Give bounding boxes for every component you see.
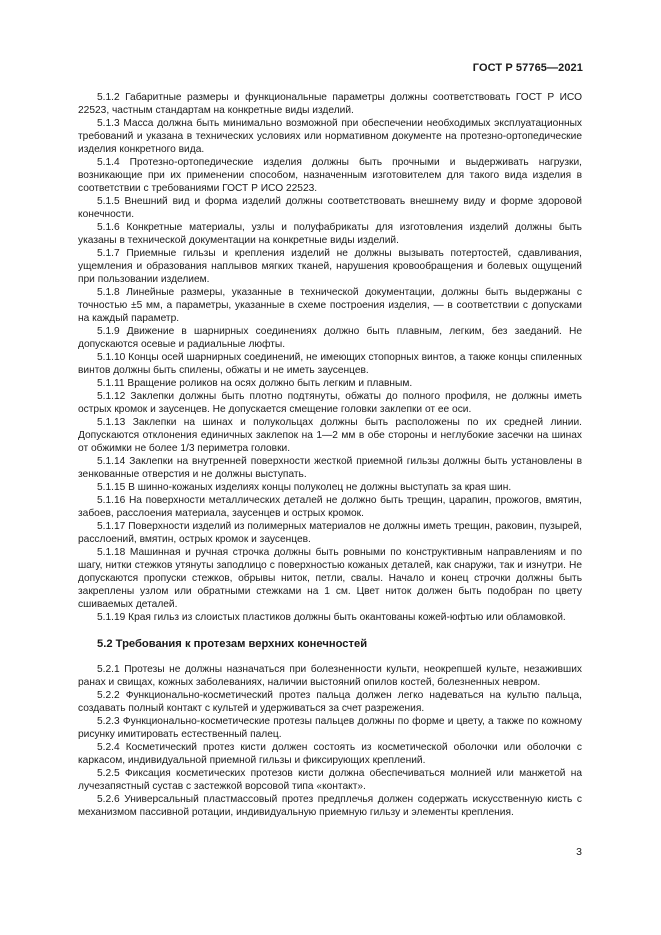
paragraph-5-2-5: 5.2.5 Фиксация косметических протезов кисти должна обеспечиваться молнией или манжетой на лучезапястный сустав с застежкой ворсовой типа «контакт». xyxy=(78,768,582,792)
paragraph-5-2-4: 5.2.4 Косметический протез кисти должен состоять из косметической оболочки или оболочки с каркасом, индивидуальной приемной гильзы и фиксирующих креплений. xyxy=(78,742,582,766)
paragraph-5-1-3: 5.1.3 Масса должна быть минимально возможной при обеспечении необходимых эксплуатационных требований и указана в технических условиях или нормативном документе на протезно-ортопедические изделия конкретного вида. xyxy=(78,118,582,155)
paragraph-5-1-18: 5.1.18 Машинная и ручная строчка должны быть ровными по конструктивным направлениям и по шагу, нитки стежков утянуты заподлицо с поверхностью кожаных деталей, как снаружи, так и изнутри. Не допускаются пропуски стежков, обрывы ниток, петли, свалы. Начало и конец строчки должны быть закреплены узлом или обратными стежками на 1 см. Цвет ниток должен быть подобран по цвету сшиваемых деталей. xyxy=(78,547,582,610)
paragraph-5-1-10: 5.1.10 Концы осей шарнирных соединений, не имеющих стопорных винтов, а также концы спиленных винтов должны быть спилены, обжаты и не иметь заусенцев. xyxy=(78,352,582,376)
page-number: 3 xyxy=(576,846,582,858)
paragraph-5-1-16: 5.1.16 На поверхности металлических деталей не должно быть трещин, царапин, прожогов, вмятин, забоев, расслоения материала, заусенцев и острых кромок. xyxy=(78,495,582,519)
paragraph-5-1-4: 5.1.4 Протезно-ортопедические изделия должны быть прочными и выдерживать нагрузки, возникающие при их применении способом, назначенным изготовителем для такого вида изделия в соответствии с требованиями ГОСТ Р ИСО 22523. xyxy=(78,157,582,194)
paragraph-5-1-13: 5.1.13 Заклепки на шинах и полукольцах должны быть расположены по их средней линии. Допускаются отклонения единичных заклепок на 1—2 мм в обе стороны и неглубокие засечки на шинах от обжимки не более 1/3 периметра головки. xyxy=(78,417,582,454)
document-body xyxy=(78,91,582,819)
paragraph-5-1-6: 5.1.6 Конкретные материалы, узлы и полуфабрикаты для изготовления изделий должны быть указаны в технической документации на конкретные виды изделий. xyxy=(78,222,582,246)
paragraph-5-1-14: 5.1.14 Заклепки на внутренней поверхности жесткой приемной гильзы должны быть установлены в зенкованные отверстия и не должны выступать. xyxy=(78,456,582,480)
paragraph-5-1-5: 5.1.5 Внешний вид и форма изделий должны соответствовать внешнему виду и форме здоровой конечности. xyxy=(78,196,582,220)
paragraph-5-1-11: 5.1.11 Вращение роликов на осях должно быть легким и плавным. xyxy=(97,378,413,389)
section-heading-5-2: 5.2 Требования к протезам верхних конечностей xyxy=(97,638,368,650)
paragraph-5-1-2: 5.1.2 Габаритные размеры и функциональные параметры должны соответствовать ГОСТ Р ИСО 22523, частным стандартам на конкретные виды изделий. xyxy=(78,92,582,116)
paragraph-5-1-9: 5.1.9 Движение в шарнирных соединениях должно быть плавным, легким, без заеданий. Не допускаются осевые и радиальные люфты. xyxy=(78,326,582,350)
paragraph-5-1-19: 5.1.19 Края гильз из слоистых пластиков должны быть окантованы кожей-юфтью или обламовкой. xyxy=(97,612,566,623)
paragraph-5-1-15: 5.1.15 В шинно-кожаных изделиях концы полуколец не должны выступать за края шин. xyxy=(97,482,512,493)
paragraph-5-2-3: 5.2.3 Функционально-косметические протезы пальцев должны по форме и цвету, а также по кожному рисунку имитировать естественный палец. xyxy=(78,716,582,740)
paragraph-5-2-6: 5.2.6 Универсальный пластмассовый протез предплечья должен содержать искусственную кисть с механизмом пассивной ротации, индивидуальную приемную гильзу и элементы крепления. xyxy=(78,794,582,818)
paragraph-5-1-8: 5.1.8 Линейные размеры, указанные в технической документации, должны быть выдержаны с точностью ±5 мм, а параметры, указанные в схеме построения изделия, — в соответствии с допусками на каждый параметр. xyxy=(78,287,582,324)
paragraph-5-2-2: 5.2.2 Функционально-косметический протез пальца должен легко надеваться на культю пальца, создавать полный контакт с культей и удерживаться за счет разрежения. xyxy=(78,690,582,714)
paragraph-5-1-12: 5.1.12 Заклепки должны быть плотно подтянуты, обжаты до полного профиля, не должны иметь острых кромок и заусенцев. Не допускается смещение головки заклепки от ее оси. xyxy=(78,391,582,415)
paragraph-5-1-7: 5.1.7 Приемные гильзы и крепления изделий не должны вызывать потертостей, сдавливания, ущемления и образования наплывов мягких тканей, нарушения кровообращения и болевых ощущений при пользовании изделием. xyxy=(78,248,582,285)
paragraph-5-1-17: 5.1.17 Поверхности изделий из полимерных материалов не должны иметь трещин, раковин, пузырей, расслоений, вмятин, острых кромок и заусенцев. xyxy=(78,521,582,545)
paragraph-5-2-1: 5.2.1 Протезы не должны назначаться при болезненности культи, неокрепшей культе, незаживших ранах и свищах, кожных заболеваниях, наличии выстояний опилов костей, болезненных невром. xyxy=(78,664,582,688)
standard-header: ГОСТ Р 57765—2021 xyxy=(472,62,583,74)
